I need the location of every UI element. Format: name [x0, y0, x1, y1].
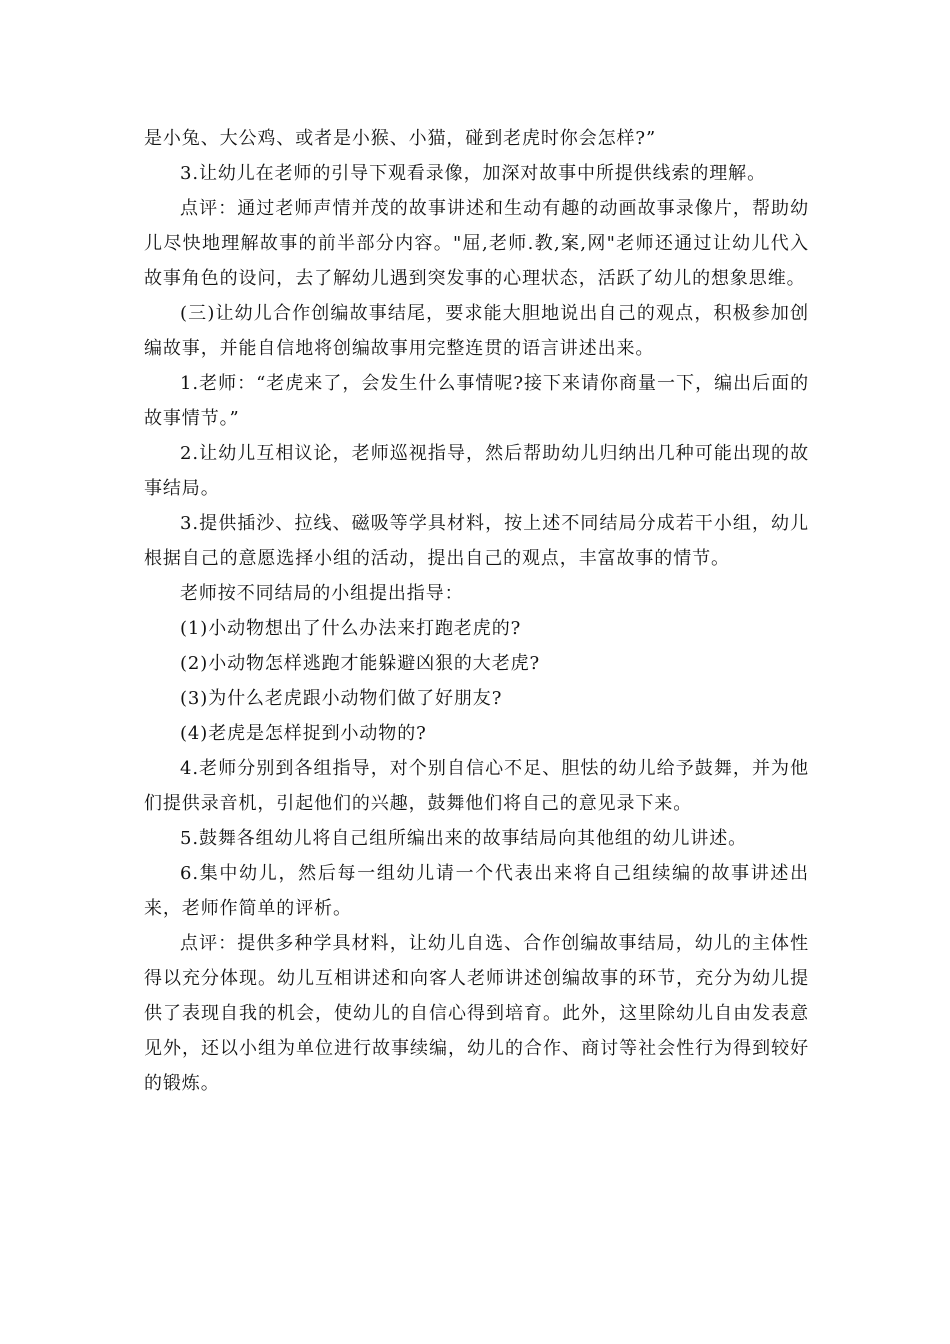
paragraph-15: 6.集中幼儿，然后每一组幼儿请一个代表出来将自己组续编的故事讲述出来，老师作简单的评析。 — [144, 863, 809, 919]
paragraph-9: (1)小动物想出了什么办法来打跑老虎的? — [180, 618, 522, 639]
paragraph-1: 是小兔、大公鸡、或者是小猴、小猫，碰到老虎时你会怎样?” — [144, 128, 657, 149]
paragraph-5: 1.老师：“老虎来了，会发生什么事情呢?接下来请你商量一下，编出后面的故事情节。” — [144, 373, 809, 429]
paragraph-11: (3)为什么老虎跟小动物们做了好朋友? — [180, 688, 503, 709]
paragraph-8: 老师按不同结局的小组提出指导： — [180, 583, 464, 604]
paragraph-13: 4.老师分别到各组指导，对个别自信心不足、胆怯的幼儿给予鼓舞，并为他们提供录音机，引起他们的兴趣，鼓舞他们将自己的意见录下来。 — [144, 758, 809, 814]
paragraph-10: (2)小动物怎样逃跑才能躲避凶狠的大老虎? — [180, 653, 541, 674]
paragraph-14: 5.鼓舞各组幼儿将自己组所编出来的故事结局向其他组的幼儿讲述。 — [180, 828, 748, 849]
paragraph-7: 3.提供插沙、拉线、磁吸等学具材料，按上述不同结局分成若干小组，幼儿根据自己的意愿选择小组的活动，提出自己的观点，丰富故事的情节。 — [144, 513, 809, 569]
paragraph-16: 点评：提供多种学具材料，让幼儿自选、合作创编故事结局，幼儿的主体性得以充分体现。幼儿互相讲述和向客人老师讲述创编故事的环节，充分为幼儿提供了表现自我的机会，使幼儿的自信心得到培育。此外，这里除幼儿自由发表意见外，还以小组为单位进行故事续编，幼儿的合作、商讨等社会性行为得到较好的锻炼。 — [144, 933, 809, 1094]
paragraph-4: (三)让幼儿合作创编故事结尾，要求能大胆地说出自己的观点，积极参加创编故事，并能自信地将创编故事用完整连贯的语言讲述出来。 — [144, 303, 809, 359]
paragraph-12: (4)老虎是怎样捉到小动物的? — [180, 723, 427, 744]
paragraph-6: 2.让幼儿互相议论，老师巡视指导，然后帮助幼儿归纳出几种可能出现的故事结局。 — [144, 443, 809, 499]
document-page — [144, 121, 809, 1101]
paragraph-2: 3.让幼儿在老师的引导下观看录像，加深对故事中所提供线索的理解。 — [180, 163, 766, 184]
paragraph-3: 点评：通过老师声情并茂的故事讲述和生动有趣的动画故事录像片，帮助幼儿尽快地理解故事的前半部分内容。"屈,老师.教,案,网"老师还通过让幼儿代入故事角色的设问，去了解幼儿遇到突发事的心理状态，活跃了幼儿的想象思维。 — [144, 198, 809, 289]
